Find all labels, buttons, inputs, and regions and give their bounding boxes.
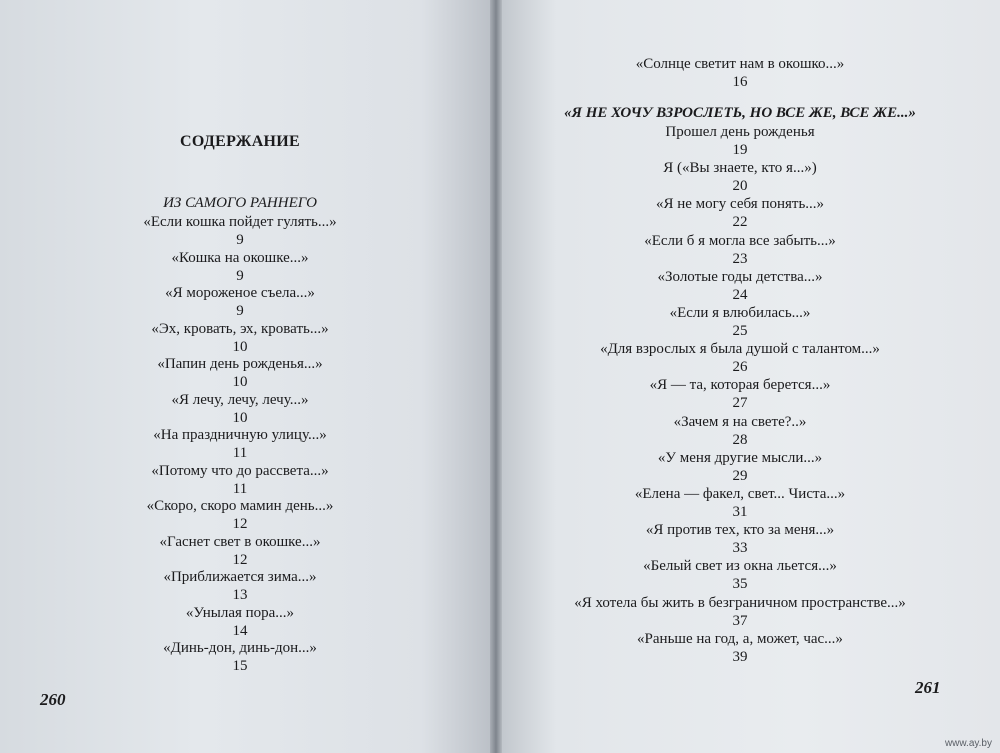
- entry-page: 29: [732, 467, 748, 484]
- entry-page: 26: [732, 359, 748, 376]
- entry-title: «Потому что до рассвета...»: [151, 462, 329, 479]
- entry-title: «Солнце светит нам в окошко...»: [635, 56, 845, 72]
- entry-page: 15: [232, 658, 248, 674]
- entry-page: 13: [232, 587, 248, 603]
- watermark: www.ay.by: [944, 738, 992, 749]
- entry-title: «Я не могу себя понять...»: [655, 196, 825, 213]
- entry-page: 12: [232, 516, 248, 532]
- entry-page: 10: [232, 409, 248, 426]
- entry-title: «Кошка на окошке...»: [171, 249, 309, 266]
- entry-title: «Если кошка пойдет гулять...»: [143, 214, 337, 230]
- entry-title: «Для взрослых я была душой с талантом...»: [600, 341, 880, 358]
- entry-title: «Я — та, которая берется...»: [649, 377, 831, 394]
- entry-page: 24: [732, 286, 748, 303]
- entry-page: 28: [732, 431, 748, 448]
- entry-title: «На праздничную улицу...»: [153, 427, 327, 443]
- entry-title: «Папин день рожденья...»: [157, 356, 323, 372]
- entry-page: 12: [232, 551, 248, 568]
- entry-page: 9: [236, 303, 244, 319]
- entry-page: 9: [236, 267, 244, 284]
- entry-title: «Приближается зима...»: [163, 569, 317, 585]
- entry-page: 22: [732, 214, 748, 231]
- entry-page: 20: [732, 178, 748, 195]
- entry-page: 19: [732, 142, 748, 158]
- entry-title: «Я хотела бы жить в безграничном пространстве...»: [574, 594, 906, 611]
- entry-page: 23: [732, 250, 748, 267]
- entry-title: «Я лечу, лечу, лечу...»: [171, 391, 309, 408]
- book-gutter: [490, 0, 502, 753]
- entry-page: 11: [232, 445, 248, 461]
- entry-title: «Зачем я на свете?..»: [673, 413, 807, 430]
- entry-title: «Если б я могла все забыть...»: [644, 232, 836, 249]
- entry-title: Я («Вы знаете, кто я...»): [663, 160, 817, 177]
- entry-page: 35: [732, 576, 748, 593]
- entry-page: 31: [732, 504, 748, 520]
- entry-title: «Унылая пора...»: [185, 604, 295, 621]
- entry-page: 10: [232, 374, 248, 390]
- entry-title: «Я мороженое съела...»: [165, 285, 315, 301]
- entry-page: 14: [232, 622, 248, 639]
- entry-page: 37: [732, 612, 748, 629]
- entry-title: «Я против тех, кто за меня...»: [645, 522, 835, 539]
- entry-title: «Эх, кровать, эх, кровать...»: [151, 320, 329, 337]
- page-number-left: 260: [40, 690, 66, 709]
- entry-page: 16: [732, 74, 748, 90]
- entry-page: 25: [732, 323, 748, 339]
- section-title: ИЗ САМОГО РАННЕГО: [163, 195, 317, 211]
- entry-title: «Гаснет свет в окошке...»: [159, 533, 321, 550]
- entry-page: 10: [232, 338, 248, 355]
- entry-page: 9: [236, 232, 244, 248]
- page-number-right: 261: [915, 678, 941, 697]
- entry-page: 11: [232, 480, 248, 497]
- entry-title: Прошел день рожденья: [665, 124, 815, 140]
- entry-title: «Белый свет из окна льется...»: [643, 558, 837, 575]
- entry-title: «Динь-дон, динь-дон...»: [163, 640, 317, 656]
- entry-title: «У меня другие мысли...»: [657, 449, 823, 466]
- section-title: «Я НЕ ХОЧУ ВЗРОСЛЕТЬ, НО ВСЕ ЖЕ, ВСЕ ЖЕ...»: [564, 105, 916, 121]
- entry-page: 39: [732, 648, 748, 665]
- entry-title: «Раньше на год, а, может, час...»: [637, 630, 843, 647]
- entry-page: 27: [732, 395, 748, 412]
- entry-title: «Елена — факел, свет... Чиста...»: [634, 486, 846, 502]
- entry-title: «Золотые годы детства...»: [657, 268, 823, 285]
- entry-title: «Если я влюбилась...»: [669, 305, 811, 321]
- toc-heading: СОДЕРЖАНИЕ: [179, 133, 301, 150]
- entry-title: «Скоро, скоро мамин день...»: [146, 498, 334, 514]
- entry-page: 33: [732, 540, 748, 557]
